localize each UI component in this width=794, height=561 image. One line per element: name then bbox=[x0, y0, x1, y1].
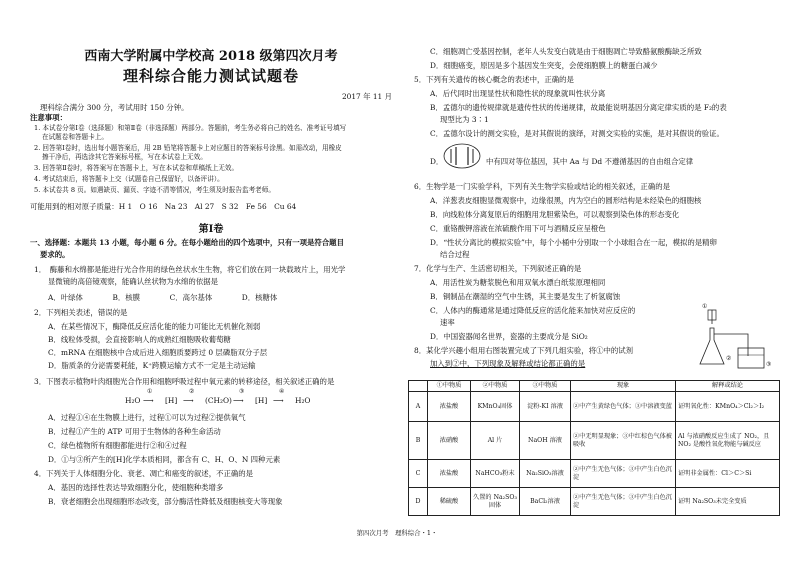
question-line: 2．下列相关表述，错误的是 bbox=[34, 308, 128, 317]
option-line: B．线粒体受损，会直接影响人的成熟红细胞吸收葡萄糖 bbox=[48, 335, 231, 344]
table-cell: 稀硫酸 bbox=[428, 488, 471, 516]
option-line: B．向线粒体分离复原后的细胞用龙胆紫染色，可以观察到染色体的形态变化 bbox=[430, 210, 680, 219]
table-cell: 浓盐酸 bbox=[428, 392, 471, 422]
diagram-step1: ① bbox=[147, 388, 153, 395]
table-cell: B bbox=[409, 422, 428, 460]
oxygen-transfer-diagram bbox=[125, 388, 355, 408]
table-header-cell: 现象 bbox=[571, 381, 676, 392]
experiment-table bbox=[408, 380, 780, 516]
diagram-h2o-2: H₂O bbox=[295, 396, 311, 405]
question-line: 3．下图表示植物叶肉细胞光合作用和细胞呼吸过程中氧元素的转移途径，相关叙述正确的是 bbox=[34, 377, 335, 386]
option-line: A．在某些情况下，酶降低反应活化能的能力可能比无机催化剂弱 bbox=[48, 322, 261, 331]
question-line: 4．下列关于人体细胞分化、衰老、凋亡和癌变的叙述，不正确的是 bbox=[34, 469, 254, 478]
note-line: 3. 回答第Ⅱ卷时，将答案写在答题卡上，写在本试卷和草稿纸上无效。 bbox=[34, 164, 239, 172]
option-line: D．脂质条的分泌需要耗能，K⁺跨膜运输方式不一定是主动运输 bbox=[48, 361, 256, 370]
part1-instruction: 一、选择题：本题共 13 小题，每小题 6 分。在每小题给出的四个选项中，只有一项是符合题目 bbox=[30, 238, 344, 247]
arrow-icon: ⟶ bbox=[183, 396, 194, 405]
option-line: 现型比为 3∶1 bbox=[440, 115, 489, 124]
table-cell: ②中产生无色气体；③中产生白色沉淀 bbox=[571, 488, 676, 516]
option-line: B．铜制品在潮湿的空气中生锈，其主要是发生了析氢腐蚀 bbox=[430, 292, 621, 301]
diagram-h2o: H₂O bbox=[125, 396, 141, 405]
svg-text:②: ② bbox=[726, 355, 732, 362]
atomic-masses: 可能用到的相对原子质量：H 1 O 16 Na 23 Al 27 S 32 Fe 56 Cu 64 bbox=[30, 202, 297, 211]
option-line: A．洋葱表皮细胞显微观察中，边缘很黑，内为空白的圆形结构是未经染色的细胞核 bbox=[430, 196, 702, 205]
table-cell: 证明 Na₂SO₃未完全变质 bbox=[676, 488, 780, 516]
option-line: B．孟德尔的遗传规律就是遗传性状的传递规律，故最能说明基因分离定律实质的是 F₂的表 bbox=[430, 103, 727, 112]
page-footer: 第四次月考 理科综合・1・ bbox=[356, 529, 438, 537]
score-time: 理科综合满分 300 分，考试用时 150 分钟。 bbox=[40, 103, 189, 112]
question-line: 6．生物学是一门实验学科，下列有关生物学实验或结论的相关叙述，正确的是 bbox=[414, 182, 670, 191]
question-line: 1． 酶藤和水绵都是能进行光合作用的绿色丝状水生生物，将它们放在同一块载玻片上，用光学 bbox=[34, 265, 346, 274]
table-row bbox=[409, 422, 780, 460]
table-header-cell bbox=[409, 381, 428, 392]
diagram-step3: ③ bbox=[239, 388, 245, 395]
option-line: A．过程①④在生物膜上进行，过程①可以为过程②提供氧气 bbox=[48, 413, 246, 422]
question-line: 显微镜的高倍镜观察，能确认丝状物为水绵的依据是 bbox=[48, 277, 218, 286]
option-line: D．①与③所产生的[H]化学本质相同，都含有 C、H、O、N 四种元素 bbox=[48, 455, 281, 464]
option-line: 结合过程 bbox=[440, 250, 470, 259]
table-cell: KMnO₄固体 bbox=[471, 392, 520, 422]
option-line: 速率 bbox=[440, 318, 455, 327]
table-cell: NaHCO₃粉末 bbox=[471, 460, 520, 488]
option-line: D．中国瓷器闻名世界，瓷器的主要成分是 SiO₂ bbox=[430, 332, 588, 341]
arrow-icon: ⟶ bbox=[233, 396, 244, 405]
part1-instruction: 要求的。 bbox=[40, 250, 70, 259]
option-line: 中有四对等位基因，其中 Aa 与 Dd 不遵循基因的自由组合定律 bbox=[486, 157, 694, 166]
option-line: C．重铬酸钾溶液在浓硫酸作用下可与酒精反应呈橙色 bbox=[430, 224, 606, 233]
option-line: D．“性状分离比的模拟实验”中，每个小桶中分别取一个小球组合在一起，模拟的是精卵 bbox=[430, 238, 717, 247]
table-header-row bbox=[409, 381, 780, 392]
table-cell: Na₂SiO₃溶液 bbox=[520, 460, 571, 488]
table-header-cell: ②中物质 bbox=[471, 381, 520, 392]
diagram-step2: ② bbox=[189, 388, 195, 395]
table-row bbox=[409, 460, 780, 488]
option-line: B．衰老细胞会出现细胞形态改变，部分酶活性降低及细胞核变大等现象 bbox=[48, 497, 283, 506]
option-line: A．叶绿体 B．核膜 C．高尔基体 D．核糖体 bbox=[48, 293, 278, 302]
note-line: 1. 本试卷分第Ⅰ卷（选择题）和第Ⅱ卷（非选择题）两部分。答题前，考生务必将自己的姓名、准考证号填写 bbox=[34, 124, 347, 132]
table-cell: BaCl₂溶液 bbox=[520, 488, 571, 516]
svg-text:③: ③ bbox=[766, 361, 772, 368]
option-d-label: D． bbox=[430, 157, 444, 166]
table-cell: ②中产生黄绿色气体；③中溶液变蓝 bbox=[571, 392, 676, 422]
note-line: 擦干净后，再选涂其它答案标号框，写在本试卷上无效。 bbox=[42, 153, 207, 161]
arrow-icon: ⟶ bbox=[273, 396, 284, 405]
table-header-cell: ①中物质 bbox=[428, 381, 471, 392]
option-line: C．绿色植物所有细胞都能进行②和④过程 bbox=[48, 441, 187, 450]
table-cell: Al 片 bbox=[471, 422, 520, 460]
table-cell: A bbox=[409, 392, 428, 422]
option-line: C．人体内的酶通常是通过降低反应的活化能来加快对应反应的 bbox=[430, 306, 636, 315]
table-cell: 浓盐酸 bbox=[428, 460, 471, 488]
table-cell: 证明非金属性：Cl＞C＞Si bbox=[676, 460, 780, 488]
table-cell: D bbox=[409, 488, 428, 516]
part1-title: 第Ⅰ卷 bbox=[198, 224, 224, 235]
diagram-step4: ④ bbox=[279, 388, 285, 395]
notes-heading: 注意事项： bbox=[30, 113, 67, 122]
table-header-cell: 解释或结论 bbox=[676, 381, 780, 392]
note-line: 在试题卷和答题卡上。 bbox=[42, 133, 108, 141]
option-line: C．孟德尔设计的测交实验，是对其假说的演绎，对测交实验的实施，是对其假说的验证。 bbox=[430, 129, 724, 138]
option-line: A．基因的选择性表达导致细胞分化，使细胞种类增多 bbox=[48, 483, 224, 492]
svg-text:①: ① bbox=[702, 303, 708, 310]
school-title: 西南大学附属中学校高 2018 级第四次月考 bbox=[84, 49, 338, 64]
option-line: C．mRNA 在细胞核中合成后进入细胞质要跨过 0 层磷脂双分子层 bbox=[48, 348, 268, 357]
apparatus-diagram bbox=[698, 300, 778, 380]
question-line: 加入到②中，下列现象及解释或结论都正确的是 bbox=[430, 359, 586, 368]
diagram-ch2o: (CH₂O) bbox=[205, 396, 232, 405]
option-line: A．用活性炭为糖浆脱色和用双氧水漂白纸浆原理相同 bbox=[430, 278, 606, 287]
diagram-h1: [H] bbox=[165, 396, 178, 405]
table-cell: ②中无明显现象；③中红棕色气体被吸收 bbox=[571, 422, 676, 460]
table-cell: C bbox=[409, 460, 428, 488]
question-line: 8．某化学兴趣小组用右图装置完成了下列几组实验，将①中的试剂 bbox=[414, 346, 634, 355]
paper-title: 理科综合能力测试试题卷 bbox=[122, 67, 299, 85]
note-line: 2. 回答第Ⅰ卷时，选出每小题答案后，用 2B 铅笔将答题卡上对应题目的答案标号涂黑。如需改动，用橡皮 bbox=[34, 144, 342, 152]
option-line: C．细胞凋亡受基因控制，老年人头发变白就是由于细胞凋亡导致酪氨酸酶缺乏所致 bbox=[430, 47, 702, 56]
table-header-cell: ③中物质 bbox=[520, 381, 571, 392]
option-line: B．过程①产生的 ATP 可用于生物体的各种生命活动 bbox=[48, 427, 221, 436]
exam-date: 2017 年 11 月 bbox=[341, 92, 392, 101]
table-cell: NaOH 溶液 bbox=[520, 422, 571, 460]
option-line: A．后代同时出现显性状和隐性状的现象就叫性状分离 bbox=[430, 89, 606, 98]
arrow-icon: ⟶ bbox=[143, 396, 154, 405]
table-row bbox=[409, 488, 780, 516]
table-cell: ②中产生无色气体；③中产生白色沉淀 bbox=[571, 460, 676, 488]
diagram-h2: [H] bbox=[255, 396, 268, 405]
note-line: 5. 本试卷共 8 页。如遇缺页、漏页、字迹不清等情况，考生须及时报告监考老师。 bbox=[34, 186, 275, 194]
question-line: 7．化学与生产、生活密切相关，下列叙述正确的是 bbox=[414, 264, 582, 273]
table-cell: Al 与浓硝酸反应生成了 NO₂，且 NO₂ 是酸性氧化物能与碱反应 bbox=[676, 422, 780, 460]
table-cell: 久置的 Na₂SO₃固体 bbox=[471, 488, 520, 516]
table-cell: 浓硝酸 bbox=[428, 422, 471, 460]
table-row bbox=[409, 392, 780, 422]
option-line: D．细胞癌变，原因是多个基因发生突变，会使细胞膜上的糖蛋白减少 bbox=[430, 61, 658, 70]
question-line: 5．下列有关遗传的核心概念的表述中，正确的是 bbox=[414, 75, 574, 84]
chromosome-diagram bbox=[442, 142, 482, 170]
table-cell: 淀粉-KI 溶液 bbox=[520, 392, 571, 422]
table-cell: 证明氧化性：KMnO₄＞Cl₂＞I₂ bbox=[676, 392, 780, 422]
note-line: 4. 考试结束后，将答题卡上交（试题卷自己保留好，以备评讲）。 bbox=[34, 175, 224, 183]
